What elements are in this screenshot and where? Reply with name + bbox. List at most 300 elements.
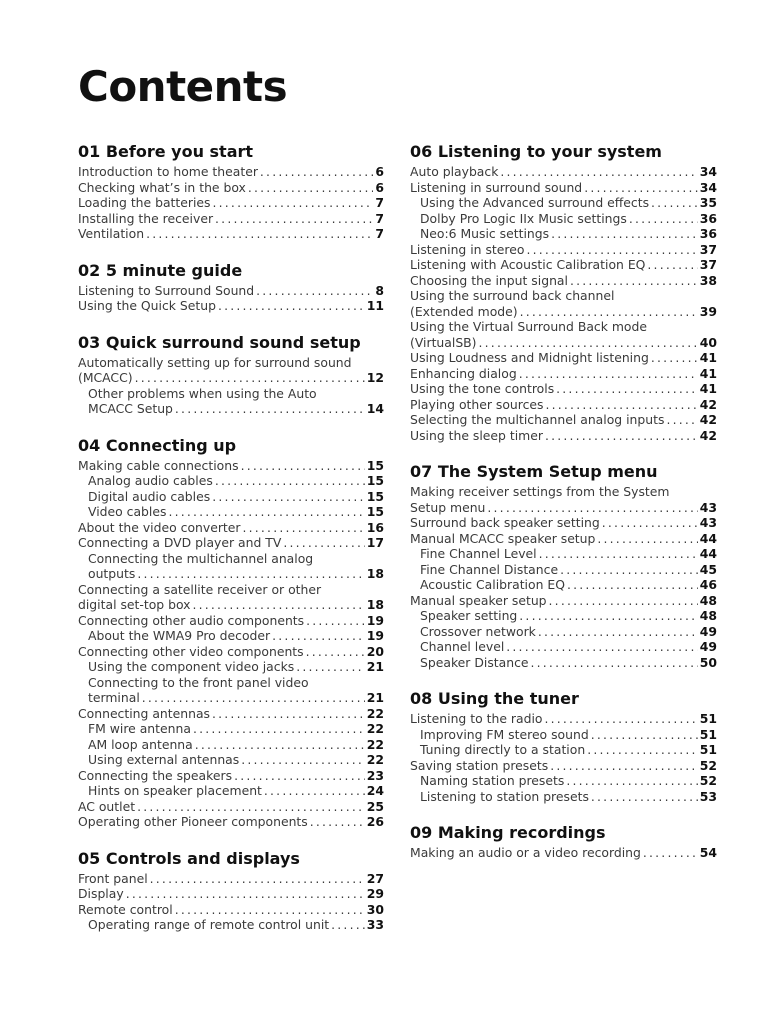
- page-number: 12: [366, 370, 384, 385]
- toc-entry[interactable]: [410, 711, 717, 727]
- entry-text: Choosing the input signal: [410, 272, 568, 288]
- toc-entry[interactable]: [78, 283, 384, 299]
- page-number: 36: [699, 210, 717, 226]
- toc-entry[interactable]: [78, 195, 384, 211]
- page-number: 41: [699, 350, 717, 365]
- page-number: 49: [699, 639, 717, 654]
- entry-text: MCACC Setup: [88, 401, 173, 416]
- dot-leader: [531, 655, 698, 671]
- entry-text: Listening with Acoustic Calibration EQ: [410, 257, 646, 272]
- page-number: 41: [699, 365, 717, 381]
- dot-leader: [567, 577, 698, 593]
- toc-entry[interactable]: [410, 758, 717, 774]
- page-number: 26: [366, 814, 384, 829]
- toc-section-07: [410, 461, 717, 670]
- page-number: 37: [699, 241, 717, 257]
- toc-entry[interactable]: [78, 489, 384, 505]
- dot-leader: [146, 226, 373, 242]
- dot-leader: [666, 412, 697, 428]
- page-number: 22: [366, 736, 384, 752]
- page-number: 17: [366, 535, 384, 550]
- entry-text: Listening in surround sound: [410, 179, 583, 195]
- dot-leader: [647, 257, 697, 273]
- page-number: 49: [699, 623, 717, 639]
- dot-leader: [296, 659, 365, 675]
- toc-section-02: [78, 260, 384, 314]
- dot-leader: [272, 628, 365, 644]
- toc-entry[interactable]: [410, 639, 717, 655]
- page-number: 35: [699, 195, 717, 210]
- page-number: 18: [366, 597, 384, 612]
- toc-entry[interactable]: [410, 742, 717, 758]
- toc-entry[interactable]: [410, 381, 717, 397]
- toc-entry[interactable]: [410, 273, 717, 289]
- section-heading: 01 Before you start: [78, 142, 254, 161]
- page-number: 24: [366, 783, 384, 798]
- dot-leader: [193, 597, 365, 613]
- dot-leader: [519, 366, 698, 382]
- toc-entry[interactable]: [78, 370, 384, 386]
- page-number: 29: [366, 886, 384, 901]
- toc-entry[interactable]: [410, 845, 717, 861]
- entry-text: Operating range of remote control unit: [88, 917, 330, 932]
- toc-column-left: [78, 141, 384, 951]
- toc-entry[interactable]: [410, 211, 717, 227]
- page-number: 42: [699, 412, 717, 427]
- toc-entry[interactable]: [410, 335, 717, 351]
- toc-entry[interactable]: [78, 597, 384, 613]
- toc-entry[interactable]: [78, 298, 384, 314]
- entry-text: Listening in stereo: [410, 241, 525, 257]
- page-number: 6: [375, 164, 384, 179]
- toc-entry[interactable]: [410, 531, 717, 547]
- toc-entry[interactable]: [78, 659, 384, 675]
- dot-leader: [629, 211, 698, 227]
- section-heading: 02 5 minute guide: [78, 260, 243, 280]
- dot-leader: [243, 520, 365, 536]
- entry-text: Checking what’s in the box: [78, 179, 246, 195]
- toc-entry[interactable]: [78, 814, 384, 830]
- entry-text: Speaker setting: [420, 608, 518, 623]
- toc-entry[interactable]: [410, 226, 717, 242]
- section-heading: 04 Connecting up: [78, 435, 237, 455]
- dot-leader: [142, 690, 365, 706]
- entry-text: Enhancing dialog: [410, 365, 517, 381]
- toc-entry[interactable]: [78, 226, 384, 242]
- dot-leader: [215, 211, 373, 227]
- entry-text: Naming station presets: [420, 773, 565, 788]
- page-number: 11: [366, 298, 384, 313]
- dot-leader: [193, 721, 365, 737]
- dot-leader: [551, 226, 698, 242]
- page-number: 7: [375, 226, 384, 241]
- dot-leader: [306, 613, 365, 629]
- toc-entry[interactable]: [78, 721, 384, 737]
- entry-text: Making cable connections: [78, 457, 239, 473]
- page-number: 46: [699, 577, 717, 592]
- section-heading: 09 Making recordings: [410, 823, 606, 842]
- dot-leader: [506, 639, 697, 655]
- page-number: 20: [366, 643, 384, 659]
- dot-leader: [519, 608, 697, 624]
- toc-entry-line[interactable]: Making receiver settings from the System: [410, 484, 670, 499]
- page-number: 51: [699, 742, 717, 757]
- toc-entry[interactable]: [78, 886, 384, 902]
- dot-leader: [651, 350, 698, 366]
- dot-leader: [651, 195, 698, 211]
- page-number: 52: [699, 757, 717, 773]
- toc-entry[interactable]: [410, 412, 717, 428]
- entry-text: Speaker Distance: [420, 654, 529, 670]
- toc-entry[interactable]: [410, 164, 717, 180]
- dot-leader: [241, 458, 365, 474]
- toc-section-01: [78, 141, 384, 242]
- toc-entry[interactable]: [78, 690, 384, 706]
- page-number: 52: [699, 773, 717, 788]
- toc-entry-line[interactable]: Connecting a satellite receiver or other: [78, 581, 322, 597]
- dot-leader: [175, 401, 365, 417]
- toc-entry[interactable]: [410, 350, 717, 366]
- page-number: 19: [366, 612, 384, 628]
- entry-text: Ventilation: [78, 226, 145, 241]
- toc-section-04: [78, 435, 384, 830]
- entry-text: FM wire antenna: [88, 721, 191, 736]
- entry-text: Tuning directly to a station: [420, 742, 586, 757]
- entry-text: Using the Quick Setup: [78, 298, 216, 313]
- page-number: 18: [366, 566, 384, 581]
- page-number: 43: [699, 499, 717, 515]
- dot-leader: [556, 381, 698, 397]
- toc-section-05: [78, 848, 384, 933]
- dot-leader: [539, 546, 698, 562]
- page-number: 15: [366, 488, 384, 504]
- toc-column-right: [410, 141, 717, 879]
- dot-leader: [218, 298, 365, 314]
- page-number: 25: [366, 798, 384, 814]
- entry-text: Using the component video jacks: [88, 659, 295, 674]
- page-number: 42: [699, 427, 717, 443]
- page-number: 48: [699, 608, 717, 623]
- entry-text: Saving station presets: [410, 757, 549, 773]
- dot-leader: [538, 624, 698, 640]
- toc-entry-line[interactable]: Using the surround back channel: [410, 288, 615, 303]
- page-number: 7: [375, 195, 384, 210]
- entry-text: Acoustic Calibration EQ: [420, 577, 565, 592]
- page-number: 8: [375, 282, 384, 298]
- dot-leader: [520, 304, 698, 320]
- toc-entry-line[interactable]: Connecting to the front panel video: [88, 674, 309, 690]
- section-heading: 03 Quick surround sound setup: [78, 332, 361, 352]
- page-number: 22: [366, 721, 384, 736]
- toc-entry[interactable]: [78, 164, 384, 180]
- toc-entry[interactable]: [78, 180, 384, 196]
- entry-text: Introduction to home theater: [78, 164, 258, 179]
- page-number: 15: [366, 473, 384, 488]
- entry-text: Auto playback: [410, 164, 499, 179]
- entry-text: Listening to station presets: [420, 788, 589, 804]
- toc-entry[interactable]: [78, 613, 384, 629]
- page-number: 41: [699, 381, 717, 396]
- dot-leader: [545, 428, 698, 444]
- dot-leader: [544, 711, 697, 727]
- entry-text: Using the tone controls: [410, 381, 555, 396]
- toc-entry[interactable]: [410, 789, 717, 805]
- dot-leader: [264, 783, 365, 799]
- dot-leader: [256, 283, 373, 299]
- entry-text: Display: [78, 886, 124, 901]
- entry-text: (VirtualSB): [410, 334, 477, 350]
- section-heading: 06 Listening to your system: [410, 142, 662, 161]
- toc-section-09: [410, 822, 717, 861]
- entry-text: Playing other sources: [410, 396, 544, 412]
- toc-entry[interactable]: [78, 504, 384, 520]
- page-number: 34: [699, 179, 717, 195]
- dot-leader: [597, 531, 697, 547]
- toc-entry[interactable]: [78, 401, 384, 417]
- toc-entry-line[interactable]: Other problems when using the Auto: [88, 385, 317, 401]
- dot-leader: [126, 886, 365, 902]
- entry-text: Remote control: [78, 901, 173, 917]
- toc-entry[interactable]: [410, 608, 717, 624]
- dot-leader: [215, 473, 365, 489]
- dot-leader: [500, 164, 697, 180]
- toc-entry[interactable]: [410, 577, 717, 593]
- page-title: Contents: [78, 62, 288, 111]
- page-number: 14: [366, 401, 384, 416]
- entry-text: Using the Advanced surround effects: [420, 195, 650, 210]
- dot-leader: [260, 164, 373, 180]
- toc-entry[interactable]: [78, 752, 384, 768]
- entry-text: Listening to the radio: [410, 711, 543, 726]
- entry-text: terminal: [88, 690, 140, 705]
- dot-leader: [331, 917, 365, 933]
- dot-leader: [283, 535, 364, 551]
- toc-entry[interactable]: [78, 902, 384, 918]
- page-number: 40: [699, 334, 717, 350]
- toc-entry[interactable]: [78, 473, 384, 489]
- entry-text: outputs: [88, 566, 136, 581]
- entry-text: Listening to Surround Sound: [78, 282, 255, 298]
- toc-entry[interactable]: [410, 366, 717, 382]
- section-heading: 05 Controls and displays: [78, 848, 300, 868]
- toc-entry[interactable]: [410, 428, 717, 444]
- page-number: 21: [366, 659, 384, 674]
- entry-text: Connecting other video components: [78, 643, 304, 659]
- toc-entry[interactable]: [410, 257, 717, 273]
- dot-leader: [234, 768, 365, 784]
- toc-entry[interactable]: [78, 458, 384, 474]
- toc-entry[interactable]: [78, 768, 384, 784]
- dot-leader: [570, 273, 698, 289]
- page-number: 22: [366, 705, 384, 721]
- entry-text: Connecting antennas: [78, 705, 211, 721]
- entry-text: AM loop antenna: [88, 736, 193, 752]
- entry-text: Channel level: [420, 639, 505, 654]
- page-number: 51: [699, 726, 717, 742]
- page-number: 39: [699, 303, 717, 319]
- entry-text: Using the sleep timer: [410, 427, 543, 443]
- page-number: 15: [366, 504, 384, 519]
- dot-leader: [584, 180, 698, 196]
- toc-entry[interactable]: [410, 562, 717, 578]
- toc-entry[interactable]: [410, 655, 717, 671]
- entry-text: (Extended mode): [410, 303, 518, 319]
- page-number: 37: [699, 257, 717, 272]
- entry-text: Making an audio or a video recording: [410, 845, 641, 860]
- dot-leader: [310, 814, 365, 830]
- page-number: 7: [375, 210, 384, 226]
- toc-entry[interactable]: [410, 773, 717, 789]
- dot-leader: [195, 737, 365, 753]
- entry-text: Analog audio cables: [88, 473, 213, 488]
- dot-leader: [150, 871, 365, 887]
- entry-text: Fine Channel Distance: [420, 561, 559, 577]
- toc-entry[interactable]: [78, 871, 384, 887]
- page-number: 54: [699, 845, 717, 860]
- entry-text: Loading the batteries: [78, 195, 211, 210]
- toc-entry[interactable]: [78, 783, 384, 799]
- entry-text: Video cables: [88, 504, 167, 519]
- entry-text: Manual speaker setup: [410, 592, 547, 608]
- page-number: 36: [699, 226, 717, 241]
- dot-leader: [602, 515, 698, 531]
- entry-text: Hints on speaker placement: [88, 783, 262, 798]
- toc-entry[interactable]: [78, 737, 384, 753]
- dot-leader: [546, 397, 698, 413]
- page-number: 6: [375, 179, 384, 195]
- entry-text: Installing the receiver: [78, 210, 214, 226]
- toc-entry[interactable]: [78, 535, 384, 551]
- toc-entry[interactable]: [78, 706, 384, 722]
- entry-text: Connecting other audio components: [78, 612, 305, 628]
- toc-entry[interactable]: [410, 515, 717, 531]
- dot-leader: [306, 644, 365, 660]
- dot-leader: [241, 752, 365, 768]
- entry-text: Manual MCACC speaker setup: [410, 530, 596, 546]
- entry-text: Operating other Pioneer components: [78, 814, 308, 829]
- dot-leader: [168, 504, 364, 520]
- entry-text: Setup menu: [410, 499, 486, 515]
- section-heading: 08 Using the tuner: [410, 689, 579, 708]
- entry-text: About the WMA9 Pro decoder: [88, 628, 271, 643]
- page-number: 50: [699, 654, 717, 670]
- page-number: 22: [366, 752, 384, 767]
- page-number: 16: [366, 519, 384, 535]
- toc-entry[interactable]: [410, 304, 717, 320]
- page-number: 33: [366, 917, 384, 932]
- dot-leader: [549, 593, 698, 609]
- entry-text: Selecting the multichannel analog inputs: [410, 412, 665, 427]
- dot-leader: [212, 706, 365, 722]
- toc-entry[interactable]: [78, 520, 384, 536]
- entry-text: Digital audio cables: [88, 488, 211, 504]
- page-number: 44: [699, 530, 717, 546]
- entry-text: Crossover network: [420, 623, 536, 639]
- dot-leader: [591, 789, 698, 805]
- page-number: 27: [366, 870, 384, 886]
- dot-leader: [526, 242, 697, 258]
- dot-leader: [137, 566, 364, 582]
- page-number: 45: [699, 561, 717, 577]
- entry-text: Connecting a DVD player and TV: [78, 535, 282, 550]
- dot-leader: [212, 489, 365, 505]
- toc-section-06: [410, 141, 717, 443]
- entry-text: Using external antennas: [88, 752, 240, 767]
- page-number: 48: [699, 592, 717, 608]
- page-number: 34: [699, 164, 717, 179]
- toc-entry[interactable]: [410, 500, 717, 516]
- page-number: 38: [699, 272, 717, 288]
- dot-leader: [248, 180, 373, 196]
- dot-leader: [550, 758, 698, 774]
- toc-entry[interactable]: [78, 566, 384, 582]
- toc-entry-line[interactable]: Connecting the multichannel analog: [88, 550, 314, 566]
- toc-section-08: [410, 688, 717, 804]
- entry-text: About the video converter: [78, 519, 241, 535]
- toc-section-03: [78, 332, 384, 417]
- entry-text: Neo:6 Music settings: [420, 226, 550, 241]
- section-heading: 07 The System Setup menu: [410, 462, 658, 481]
- toc-entry[interactable]: [78, 917, 384, 933]
- page-number: 21: [366, 690, 384, 705]
- toc-entry[interactable]: [410, 180, 717, 196]
- dot-leader: [643, 845, 698, 861]
- entry-text: Improving FM stereo sound: [420, 726, 589, 742]
- entry-text: (MCACC): [78, 370, 133, 385]
- page-number: 15: [366, 457, 384, 473]
- entry-text: Front panel: [78, 870, 148, 886]
- page-number: 30: [366, 901, 384, 917]
- toc-entry[interactable]: [78, 799, 384, 815]
- toc-entry[interactable]: [78, 211, 384, 227]
- toc-entry-line[interactable]: Using the Virtual Surround Back mode: [410, 319, 647, 334]
- page-number: 53: [699, 788, 717, 804]
- dot-leader: [479, 335, 698, 351]
- toc-entry[interactable]: [78, 628, 384, 644]
- page-number: 23: [366, 767, 384, 783]
- dot-leader: [560, 562, 698, 578]
- entry-text: Surround back speaker setting: [410, 515, 600, 530]
- dot-leader: [591, 727, 698, 743]
- page-number: 42: [699, 396, 717, 412]
- dot-leader: [487, 500, 697, 516]
- toc-entry[interactable]: [410, 195, 717, 211]
- dot-leader: [587, 742, 698, 758]
- entry-text: Connecting the speakers: [78, 767, 233, 783]
- entry-text: Dolby Pro Logic IIx Music settings: [420, 210, 627, 226]
- dot-leader: [137, 799, 365, 815]
- entry-text: digital set-top box: [78, 597, 191, 612]
- page-number: 19: [366, 628, 384, 643]
- dot-leader: [135, 370, 365, 386]
- toc-entry[interactable]: [78, 644, 384, 660]
- toc-entry[interactable]: [410, 593, 717, 609]
- toc-entry[interactable]: [410, 242, 717, 258]
- page-number: 44: [699, 546, 717, 561]
- page-number: 43: [699, 515, 717, 530]
- dot-leader: [566, 773, 697, 789]
- toc-entry[interactable]: [410, 624, 717, 640]
- toc-entry[interactable]: [410, 727, 717, 743]
- dot-leader: [213, 195, 374, 211]
- entry-text: AC outlet: [78, 798, 136, 814]
- entry-text: Using Loudness and Midnight listening: [410, 350, 649, 365]
- toc-entry[interactable]: [410, 397, 717, 413]
- toc-entry-line[interactable]: Automatically setting up for surround sound: [78, 354, 352, 370]
- dot-leader: [175, 902, 365, 918]
- toc-entry[interactable]: [410, 546, 717, 562]
- entry-text: Fine Channel Level: [420, 546, 537, 561]
